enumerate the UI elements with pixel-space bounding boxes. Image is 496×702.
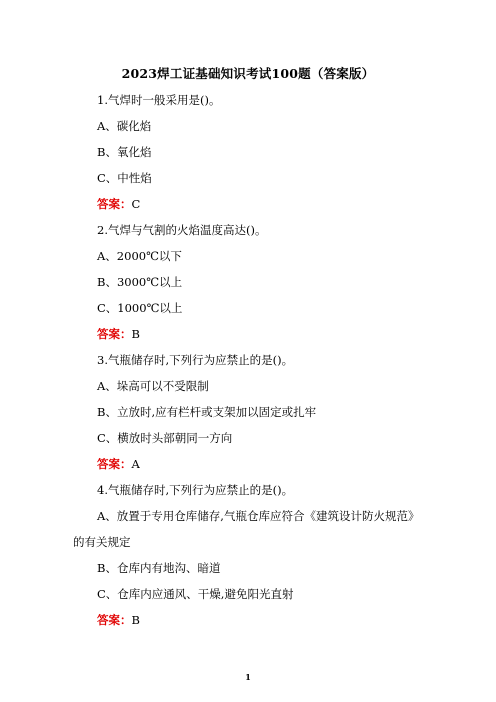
q1-option-c: C、中性焰 [97,171,152,185]
q2-option-a: A、2000℃以下 [97,249,182,263]
q2-option-c: C、1000℃以上 [97,301,183,315]
q4-option-a: A、放置于专用仓库储存,气瓶仓库应符合《建筑设计防火规范》 [97,509,420,523]
q4-answer-value: B [131,613,140,627]
q1-option-b: B、氧化焰 [97,145,152,159]
q2-answer-value: B [131,327,140,341]
answer-label: 答案： [97,327,132,341]
q3-answer [97,456,140,472]
q3-option-c: C、横放时头部朝同一方向 [97,431,233,445]
answer-label: 答案： [97,613,132,627]
q4-option-b: B、仓库内有地沟、暗道 [97,561,221,575]
q1-option-a: A、碳化焰 [97,119,152,133]
q3-answer-value: A [131,457,140,471]
question-3: 3.气瓶储存时,下列行为应禁止的是()。 [97,353,294,367]
q4-answer [97,612,140,628]
q2-option-b: B、3000℃以上 [97,275,183,289]
page-number: 1 [245,672,251,682]
q2-answer [97,326,140,342]
page-title: 2023焊工证基础知识考试100题（答案版） [121,66,375,81]
q4-option-c: C、仓库内应通风、干燥,避免阳光直射 [97,587,294,601]
q1-answer-value: C [131,197,141,211]
q3-option-b: B、立放时,应有栏杆或支架加以固定或扎牢 [97,405,317,419]
q3-option-a: A、垛高可以不受限制 [97,379,209,393]
question-1: 1.气焊时一般采用是()。 [97,93,221,107]
question-2: 2.气焊与气割的火焰温度高达()。 [97,223,267,237]
q4-option-a-continued: 的有关规定 [73,535,131,549]
answer-label: 答案： [97,457,132,471]
question-4: 4.气瓶储存时,下列行为应禁止的是()。 [97,483,294,497]
q1-answer [97,196,140,212]
answer-label: 答案： [97,197,132,211]
